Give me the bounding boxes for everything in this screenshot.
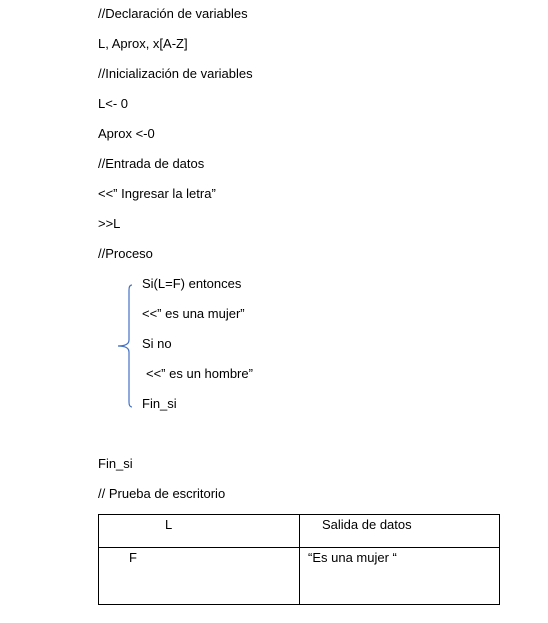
input-prompt: <<” Ingresar la letra” (98, 186, 216, 201)
comment-declaration: //Declaración de variables (98, 6, 248, 21)
comment-process: //Proceso (98, 246, 153, 261)
cell-l-value: F (99, 548, 300, 605)
end-if-inner: Fin_si (142, 396, 177, 411)
then-output: <<” es una mujer” (142, 306, 245, 321)
else-keyword: Si no (142, 336, 172, 351)
header-l: L (99, 515, 300, 548)
else-output: <<” es un hombre” (146, 366, 253, 381)
end-if-outer: Fin_si (98, 456, 133, 471)
table-header-row (99, 515, 500, 548)
if-condition: Si(L=F) entonces (142, 276, 242, 291)
header-output: Salida de datos (300, 515, 500, 548)
desk-check-title: // Prueba de escritorio (98, 486, 226, 501)
variable-declaration: L, Aprox, x[A-Z] (98, 36, 188, 51)
init-l: L<- 0 (98, 96, 128, 111)
init-aprox: Aprox <-0 (98, 126, 155, 141)
table-row (99, 548, 500, 605)
comment-initialization: //Inicialización de variables (98, 66, 253, 81)
read-input: >>L (98, 216, 121, 231)
desk-check-table (98, 514, 500, 605)
cell-output-value: “Es una mujer “ (300, 548, 500, 605)
comment-input: //Entrada de datos (98, 156, 205, 171)
bracket-shape (112, 282, 142, 410)
